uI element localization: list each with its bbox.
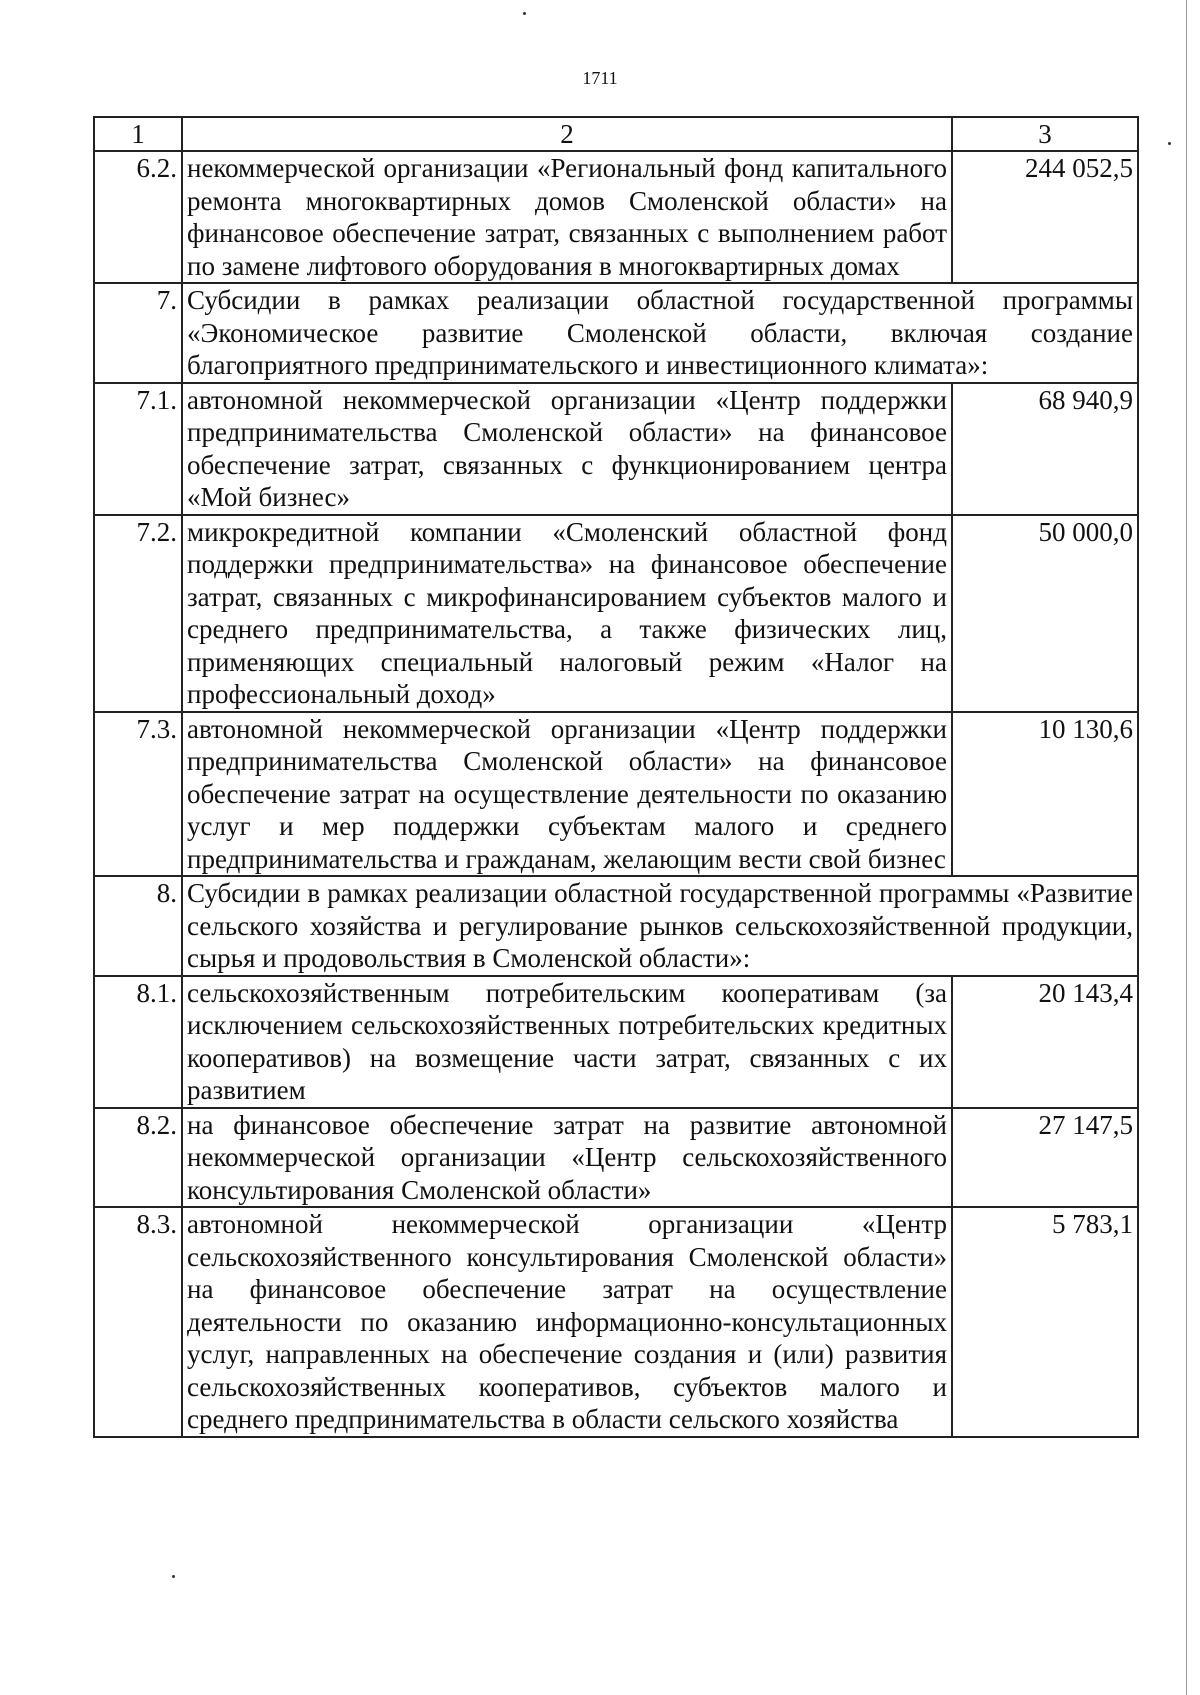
row-description: микрокредитной компании «Смоленский областной фонд поддержки предпринимательства» на финансовое обеспечение затрат, связанных с микрофинансированием субъектов малого и среднего предпринимательства, а также физических лиц, применяющих специальный налоговый режим «Налог на профессиональный доход» <box>182 515 952 712</box>
row-number: 8.2. <box>94 1108 182 1208</box>
row-number: 7.2. <box>94 515 182 712</box>
row-amount: 27 147,5 <box>952 1108 1138 1208</box>
row-amount: 68 940,9 <box>952 383 1138 515</box>
row-amount: 20 143,4 <box>952 976 1138 1108</box>
row-amount: 10 130,6 <box>952 712 1138 877</box>
column-header-1: 1 <box>94 117 182 151</box>
scan-speck <box>172 1575 175 1578</box>
row-number: 7. <box>94 283 182 383</box>
row-number: 8.1. <box>94 976 182 1108</box>
row-number: 7.1. <box>94 383 182 515</box>
row-number: 8.3. <box>94 1207 182 1437</box>
page-number: 1711 <box>582 68 618 88</box>
table-row <box>94 515 1138 712</box>
table-row <box>94 1108 1138 1208</box>
row-description: автономной некоммерческой организации «Центр поддержки предпринимательства Смоленской области» на финансовое обеспечение затрат, связанных с функционированием центра «Мой бизнес» <box>182 383 952 515</box>
row-description: некоммерческой организации «Региональный фонд капитального ремонта многоквартирных домов Смоленской области» на финансовое обеспечение затрат, связанных с выполнением работ по замене лифтового оборудования в многоквартирных домах <box>182 151 952 283</box>
scan-speck <box>1168 142 1171 145</box>
scan-speck <box>523 12 526 15</box>
table-row <box>94 1207 1138 1437</box>
row-description: автономной некоммерческой организации «Центр поддержки предпринимательства Смоленской области» на финансовое обеспечение затрат на осуществление деятельности по оказанию услуг и мер поддержки субъектам малого и среднего предпринимательства и гражданам, желающим вести свой бизнес <box>182 712 952 877</box>
table-row <box>94 712 1138 877</box>
column-header-3: 3 <box>952 117 1138 151</box>
row-description: сельскохозяйственным потребительским кооперативам (за исключением сельскохозяйственных потребительских кредитных кооперативов) на возмещение части затрат, связанных с их развитием <box>182 976 952 1108</box>
subsidy-table <box>93 116 1139 1438</box>
row-number: 6.2. <box>94 151 182 283</box>
table-row-section <box>94 283 1138 383</box>
row-amount: 50 000,0 <box>952 515 1138 712</box>
table-row <box>94 383 1138 515</box>
row-description: на финансовое обеспечение затрат на развитие автономной некоммерческой организации «Центр сельскохозяйственного консультирования Смоленской области» <box>182 1108 952 1208</box>
table-row-section <box>94 876 1138 976</box>
section-description: Субсидии в рамках реализации областной государственной программы «Развитие сельского хозяйства и регулирование рынков сельскохозяйственной продукции, сырья и продовольствия в Смоленской области»: <box>182 876 1138 976</box>
row-description: автономной некоммерческой организации «Центр сельскохозяйственного консультирования Смоленской области» на финансовое обеспечение затрат на осуществление деятельности по оказанию информационно-консультационных услуг, направленных на обеспечение создания и (или) развития сельскохозяйственных кооперативов, субъектов малого и среднего предпринимательства в области сельского хозяйства <box>182 1207 952 1437</box>
table-row <box>94 976 1138 1108</box>
column-header-2: 2 <box>182 117 952 151</box>
row-number: 7.3. <box>94 712 182 877</box>
section-description: Субсидии в рамках реализации областной государственной программы «Экономическое развитие Смоленской области, включая создание благоприятного предпринимательского и инвестиционного климата»: <box>182 283 1138 383</box>
table-header-row <box>94 117 1138 151</box>
table-row <box>94 151 1138 283</box>
row-number: 8. <box>94 876 182 976</box>
row-amount: 5 783,1 <box>952 1207 1138 1437</box>
row-amount: 244 052,5 <box>952 151 1138 283</box>
scan-edge-line <box>1186 0 1187 1695</box>
